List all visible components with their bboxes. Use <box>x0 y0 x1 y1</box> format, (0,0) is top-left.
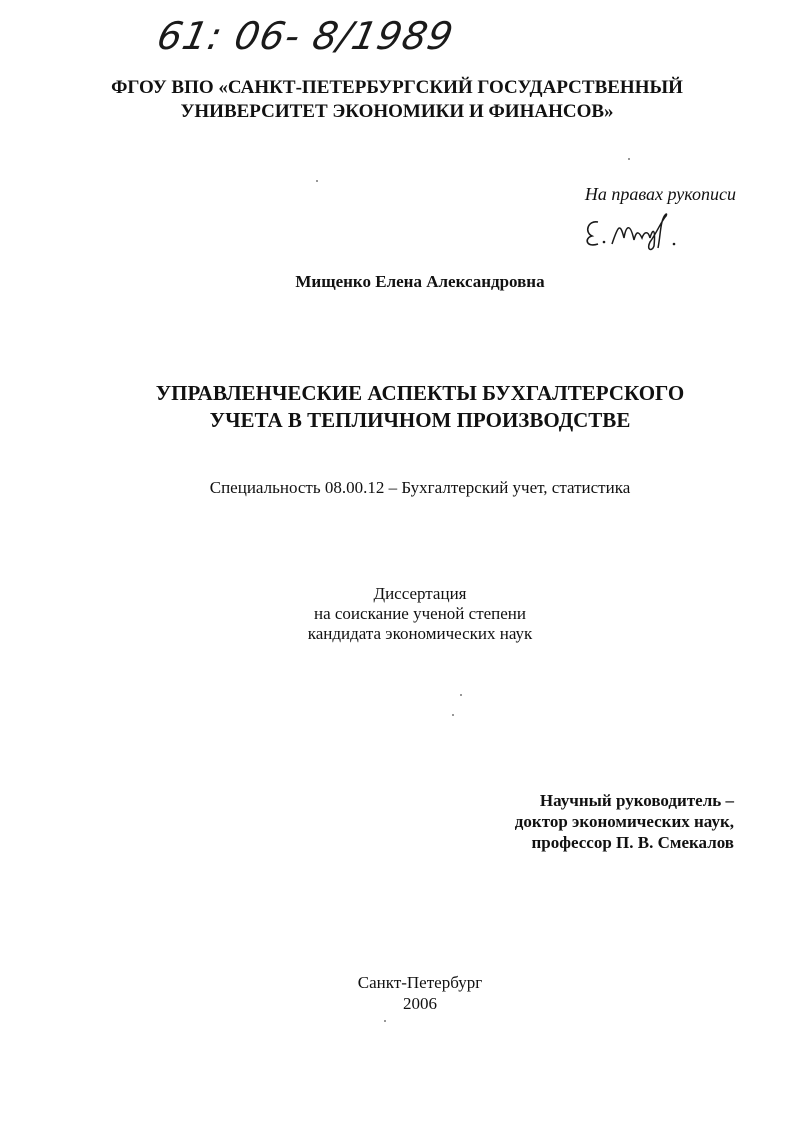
specialty-line: Специальность 08.00.12 – Бухгалтерский учет, статистика <box>209 478 631 497</box>
dissertation-degree-block <box>0 584 794 644</box>
supervisor-line-1: Научный руководитель – <box>539 791 734 810</box>
author-name: Мищенко Елена Александровна <box>295 272 545 291</box>
place-and-year <box>0 972 794 1014</box>
scan-speck <box>384 1020 386 1022</box>
dissertation-title <box>0 380 794 434</box>
manuscript-rights-note: На правах рукописи <box>584 184 736 204</box>
institution-line-1: ФГОУ ВПО «САНКТ-ПЕТЕРБУРГСКИЙ ГОСУДАРСТВЕННЫЙ <box>111 77 683 98</box>
scan-speck <box>452 714 454 716</box>
dissertation-line-1: Диссертация <box>373 584 467 603</box>
institution-name <box>0 76 794 124</box>
dissertation-line-2: на соискание ученой степени <box>313 604 527 623</box>
handwritten-archive-number: 61: 06- 8/1989 <box>153 14 458 58</box>
scan-speck <box>460 694 462 696</box>
year: 2006 <box>403 994 437 1013</box>
scan-speck <box>316 180 318 182</box>
dissertation-line-3: кандидата экономических наук <box>307 624 533 643</box>
title-line-1: УПРАВЛЕНЧЕСКИЕ АСПЕКТЫ БУХГАЛТЕРСКОГО <box>155 381 685 405</box>
scan-speck <box>628 158 630 160</box>
supervisor-line-2: доктор экономических наук, <box>514 812 734 831</box>
supervisor-block <box>515 790 734 853</box>
handwritten-signature <box>580 208 690 252</box>
title-line-2: УЧЕТА В ТЕПЛИЧНОМ ПРОИЗВОДСТВЕ <box>209 408 631 432</box>
supervisor-line-3: профессор П. В. Смекалов <box>531 833 734 852</box>
city: Санкт-Петербург <box>357 973 483 992</box>
institution-line-2: УНИВЕРСИТЕТ ЭКОНОМИКИ И ФИНАНСОВ» <box>180 101 614 122</box>
